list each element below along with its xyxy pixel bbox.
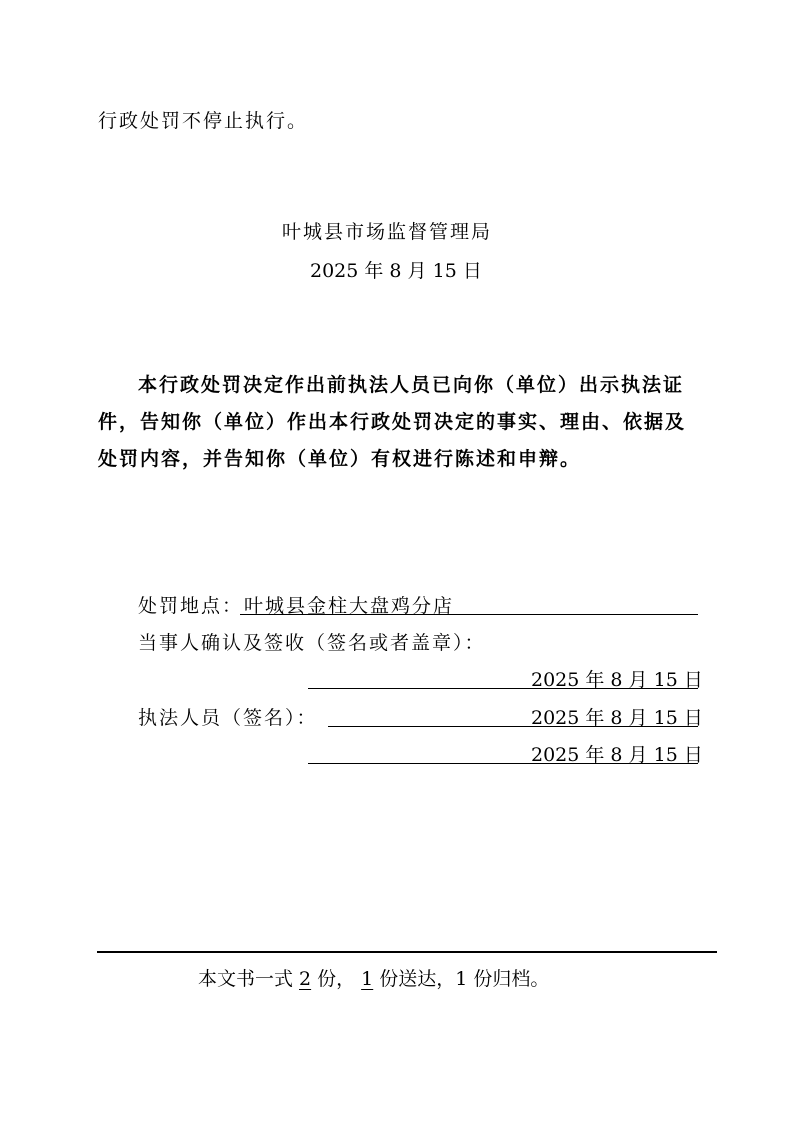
footer-divider [97,951,717,953]
footer-prefix: 本文书一式 [198,968,294,990]
officer-date-2: 2025 年 8 月 15 日 [531,744,703,766]
officer-date-1: 2025 年 8 月 15 日 [531,707,703,729]
continuation-text: 行政处罚不停止执行。 [98,110,309,132]
notice-line-3: 处罚内容，并告知你（单位）有权进行陈述和申辩。 [98,448,582,470]
footer-note [198,964,549,991]
footer-sep1: 份， [317,968,356,990]
issuer-date: 2025 年 8 月 15 日 [310,260,482,282]
location-value: 叶城县金柱大盘鸡分店 [244,595,455,617]
notice-line-2: 件，告知你（单位）作出本行政处罚决定的事实、理由、依据及 [98,411,687,433]
party-date: 2025 年 8 月 15 日 [531,669,703,691]
footer-sep2: 份送达，1 份归档。 [379,968,550,990]
party-confirmation-label: 当事人确认及签收（签名或者盖章）： [138,632,486,654]
location-label: 处罚地点： [138,595,244,617]
issuer-name: 叶城县市场监督管理局 [282,221,493,243]
footer-copies-total: 2 [299,968,312,990]
location-field [240,591,698,615]
notice-line-1: 本行政处罚决定作出前执法人员已向你（单位）出示执法证 [138,374,685,396]
officer-label: 执法人员（签名）： [138,707,318,729]
footer-copies-sent: 1 [361,968,374,990]
